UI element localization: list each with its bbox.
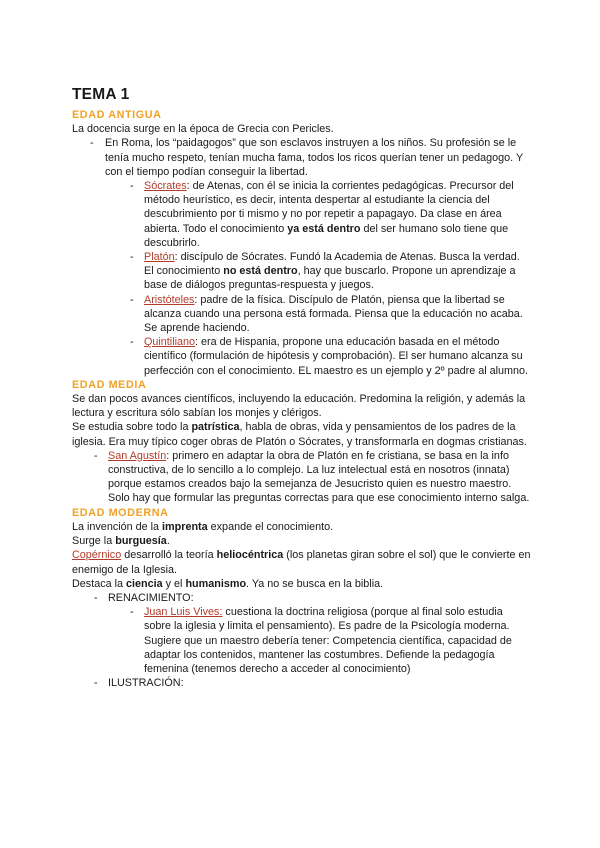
link-aristoteles[interactable]: Aristóteles [144, 293, 195, 306]
document-page [72, 86, 532, 690]
list-item-agustin [72, 449, 532, 506]
bold-heliocentrica: heliocéntrica [216, 549, 284, 562]
paragraph-media-2 [72, 420, 532, 448]
bold-imprenta: imprenta [162, 520, 208, 533]
bold-burguesia: burguesía [115, 535, 167, 548]
link-copernico[interactable]: Copérnico [72, 549, 122, 562]
paragraph-moderna-3 [72, 548, 532, 576]
paragraph-intro: La docencia surge en la época de Grecia con Pericles. [72, 123, 334, 136]
list-item-roma: - En Roma, los “paidagogos” que son esclavos instruyen a los niños. Su profesión se le tenía mucho respeto, tenían mucha fama, todos los ricos querían tener un pedagogo. Y con el tiempo podían conseguir la libertad. [72, 136, 532, 179]
list-media [72, 449, 532, 506]
list-item-socrates [72, 179, 532, 250]
bold-patristica: patrística [191, 421, 240, 434]
page-title: TEMA 1 [72, 86, 130, 103]
text-aristoteles: : padre de la física. Discípulo de Platón, piensa que la libertad se alcanza cuando una persona está formada. Piensa que la educación no acaba. Se aprende haciendo. [144, 293, 523, 335]
bold-platon: no está dentro [223, 265, 298, 278]
text-moderna-1c: expande el conocimiento. [207, 520, 334, 533]
sublist-renacimiento [72, 605, 532, 676]
text-vives: cuestiona la doctrina religiosa (porque al final solo estudia sobre la iglesia y limita el pensamiento). Es padre de la Psicología moderna. Sugiere que un maestro debería tener: Competencia científica, capacidad de adaptar los contenidos, mantener las costumbres. Defiende la pedagogía femenina (tenemos derecho a acceder al conocimiento) [144, 606, 512, 675]
sublist-antigua [72, 179, 532, 378]
text-socrates-1: : de Atenas, con él se inicia la corrientes pedagógicas. Precursor del método heurístico, es decir, intenta despertar al estudiante la ciencia del descubrimiento por ti mismo y no por repetir a papagayo. Da clase en área abierta. Todo el conocimiento [144, 180, 514, 235]
paragraph-media-1: Se dan pocos avances científicos, incluyendo la educación. Predomina la religión, y además la lectura y escritura sólo sabían los monjes y clérigos. [72, 393, 526, 420]
list-antigua [72, 136, 532, 179]
section-heading-moderna: EDAD MODERNA [72, 506, 169, 519]
text-platon-1: : discípulo de Sócrates. Fundó la Academia de Atenas. Busca la verdad. El conocimiento [144, 251, 520, 278]
list-moderna [72, 591, 532, 605]
list-item-ilustracion: - ILUSTRACIÓN: [72, 676, 532, 690]
text-moderna-2a: Surge la [72, 535, 116, 548]
text-moderna-3c: (los planetas giran sobre el sol) que le convierte en enemigo de la Iglesia. [72, 549, 531, 576]
paragraph-moderna-1 [72, 520, 532, 534]
text-platon-2: , hay que buscarlo. Propone un aprendizaje a base de diálogos preguntas-respuesta y juegos. [144, 265, 516, 292]
text-media-2c: , habla de obras, vida y pensamientos de los padres de la iglesia. Era muy típico coger obras de Platón o Sócrates, y transformarla en dogmas cristianas. [72, 421, 527, 448]
link-agustin[interactable]: San Agustín [108, 449, 167, 462]
text-moderna-4c: y el [162, 577, 186, 590]
link-socrates[interactable]: Sócrates [144, 180, 187, 193]
bold-ciencia: ciencia [126, 577, 163, 590]
paragraph-moderna-2 [72, 534, 532, 548]
link-quintiliano[interactable]: Quintiliano [144, 336, 196, 349]
list-item-aristoteles [72, 293, 532, 336]
text-moderna-4e: . Ya no se busca en la biblia. [246, 577, 384, 590]
text-moderna-2c: . [166, 535, 170, 548]
text-moderna-3a: desarrolló la teoría [121, 549, 217, 562]
text-moderna-4a: Destaca la [72, 577, 127, 590]
paragraph-moderna-4 [72, 577, 532, 591]
link-vives[interactable]: Juan Luis Vives: [144, 606, 223, 619]
list-moderna-2 [72, 676, 532, 690]
text-agustin: : primero en adaptar la obra de Platón en fe cristiana, se basa en la info constructiva, de lo sencillo a lo complejo. La luz intelectual está en nosotros (innata) porque estamos creados bajo la semejanza de Jesucristo quien es nuestro maestro. Solo hay que formular las preguntas correctas para que ese conocimiento interno salga. [108, 449, 530, 505]
list-item-quintiliano [72, 335, 532, 378]
text-quintiliano: : era de Hispania, propone una educación basada en el método científico (formulación de hipótesis y comprobación). El ser humano alcanza su perfección con el conocimiento. EL maestro es un ejemplo y 2º padre al alumno. [144, 336, 529, 377]
list-item-platon [72, 250, 532, 293]
bold-socrates: ya está dentro [287, 222, 361, 235]
link-platon[interactable]: Platón [144, 251, 175, 264]
text-moderna-1a: La invención de la [72, 520, 163, 533]
text-socrates-2: del ser humano solo tiene que descubrirlo. [144, 222, 509, 249]
text-media-2a: Se estudia sobre todo la [72, 421, 192, 434]
section-heading-media: EDAD MEDIA [72, 378, 147, 391]
bold-humanismo: humanismo [185, 577, 247, 590]
section-heading-antigua: EDAD ANTIGUA [72, 109, 162, 121]
list-item-vives [72, 605, 532, 676]
list-item-renacimiento: - RENACIMIENTO: [72, 591, 532, 605]
